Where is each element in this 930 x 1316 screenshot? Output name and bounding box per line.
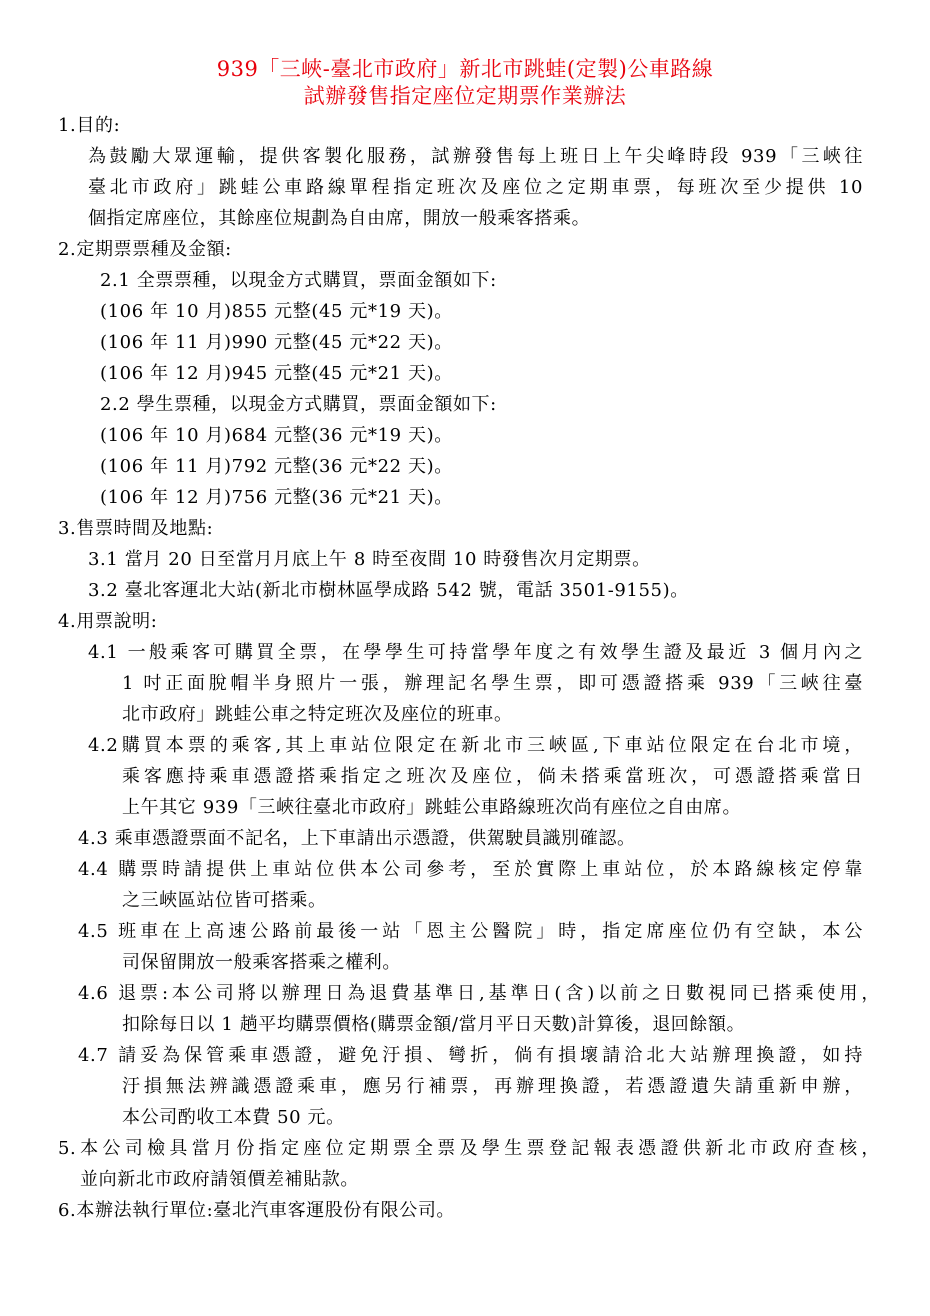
fare-item: (106 年 12 月)945 元整(45 元*21 天)。	[100, 363, 453, 384]
section-4-line: 4.3 乘車憑證票面不記名，上下車請出示憑證，供駕駛員識別確認。	[78, 828, 636, 849]
section-4-line: 4.4 購票時請提供上車站位供本公司參考，至於實際上車站位，於本路線核定停靠	[78, 859, 863, 880]
section-6-heading: 6.本辦法執行單位:臺北汽車客運股份有限公司。	[58, 1200, 456, 1221]
section-4-line: 4.6 退票:本公司將以辦理日為退費基準日,基準日(含)以前之日數視同已搭乘使用，	[78, 983, 880, 1004]
section-1-line: 為鼓勵大眾運輸，提供客製化服務，試辦發售每上班日上午尖峰時段 939「三峽往	[88, 146, 863, 167]
section-3-line: 3.1 當月 20 日至當月月底上午 8 時至夜間 10 時發售次月定期票。	[88, 549, 651, 570]
fare-item: (106 年 10 月)684 元整(36 元*19 天)。	[100, 425, 453, 446]
document-title-line2: 試辦發售指定座位定期票作業辦法	[303, 84, 627, 108]
section-4-line: 本公司酌收工本費 50 元。	[122, 1107, 345, 1128]
section-4-line: 北市政府」跳蛙公車之特定班次及座位的班車。	[122, 704, 513, 725]
fare-item: (106 年 11 月)792 元整(36 元*22 天)。	[100, 456, 453, 477]
section-3-line: 3.2 臺北客運北大站(新北市樹林區學成路 542 號，電話 3501-9155)。	[88, 580, 689, 601]
section-4-line: 上午其它 939「三峽往臺北市政府」跳蛙公車路線班次尚有座位之自由席。	[122, 797, 742, 818]
section-1-line: 個指定席座位，其餘座位規劃為自由席，開放一般乘客搭乘。	[88, 208, 591, 229]
fare-subheading-full: 2.1 全票票種，以現金方式購買，票面金額如下:	[100, 270, 497, 291]
section-5-line: 並向新北市政府請領價差補貼款。	[80, 1169, 359, 1190]
section-5-heading: 5.本公司檢具當月份指定座位定期票全票及學生票登記報表憑證供新北市政府查核，	[58, 1138, 880, 1159]
fare-subheading-student: 2.2 學生票種，以現金方式購買，票面金額如下:	[100, 394, 497, 415]
section-4-line: 4.2購買本票的乘客,其上車站位限定在新北市三峽區,下車站位限定在台北市境，	[88, 735, 863, 756]
section-3-heading: 3.售票時間及地點:	[58, 518, 214, 539]
section-4-line: 4.1 一般乘客可購買全票，在學學生可持當學年度之有效學生證及最近 3 個月內之	[88, 642, 863, 663]
section-4-line: 汙損無法辨識憑證乘車，應另行補票，再辦理換證，若憑證遺失請重新申辦，	[122, 1076, 863, 1097]
section-1-heading: 1.目的:	[58, 115, 121, 136]
section-4-line: 1 吋正面脫帽半身照片一張，辦理記名學生票，即可憑證搭乘 939「三峽往臺	[122, 673, 863, 694]
section-4-line: 4.7 請妥為保管乘車憑證，避免汙損、彎折，倘有損壞請洽北大站辦理換證，如持	[78, 1045, 863, 1066]
section-4-line: 扣除每日以 1 趟平均購票價格(購票金額/當月平日天數)計算後，退回餘額。	[122, 1014, 746, 1035]
section-4-line: 4.5 班車在上高速公路前最後一站「恩主公醫院」時，指定席座位仍有空缺，本公	[78, 921, 863, 942]
fare-item: (106 年 10 月)855 元整(45 元*19 天)。	[100, 301, 453, 322]
section-4-line: 乘客應持乘車憑證搭乘指定之班次及座位，倘未搭乘當班次，可憑證搭乘當日	[122, 766, 863, 787]
document-title-line1: 939「三峽-臺北市政府」新北市跳蛙(定製)公車路線	[216, 57, 714, 81]
section-2-heading: 2.定期票票種及金額:	[58, 239, 232, 260]
fare-item: (106 年 12 月)756 元整(36 元*21 天)。	[100, 487, 453, 508]
fare-item: (106 年 11 月)990 元整(45 元*22 天)。	[100, 332, 453, 353]
section-4-line: 之三峽區站位皆可搭乘。	[122, 890, 327, 911]
section-4-line: 司保留開放一般乘客搭乘之權利。	[122, 952, 401, 973]
section-4-heading: 4.用票說明:	[58, 611, 158, 632]
section-1-line: 臺北市政府」跳蛙公車路線單程指定班次及座位之定期車票，每班次至少提供 10	[88, 177, 863, 198]
